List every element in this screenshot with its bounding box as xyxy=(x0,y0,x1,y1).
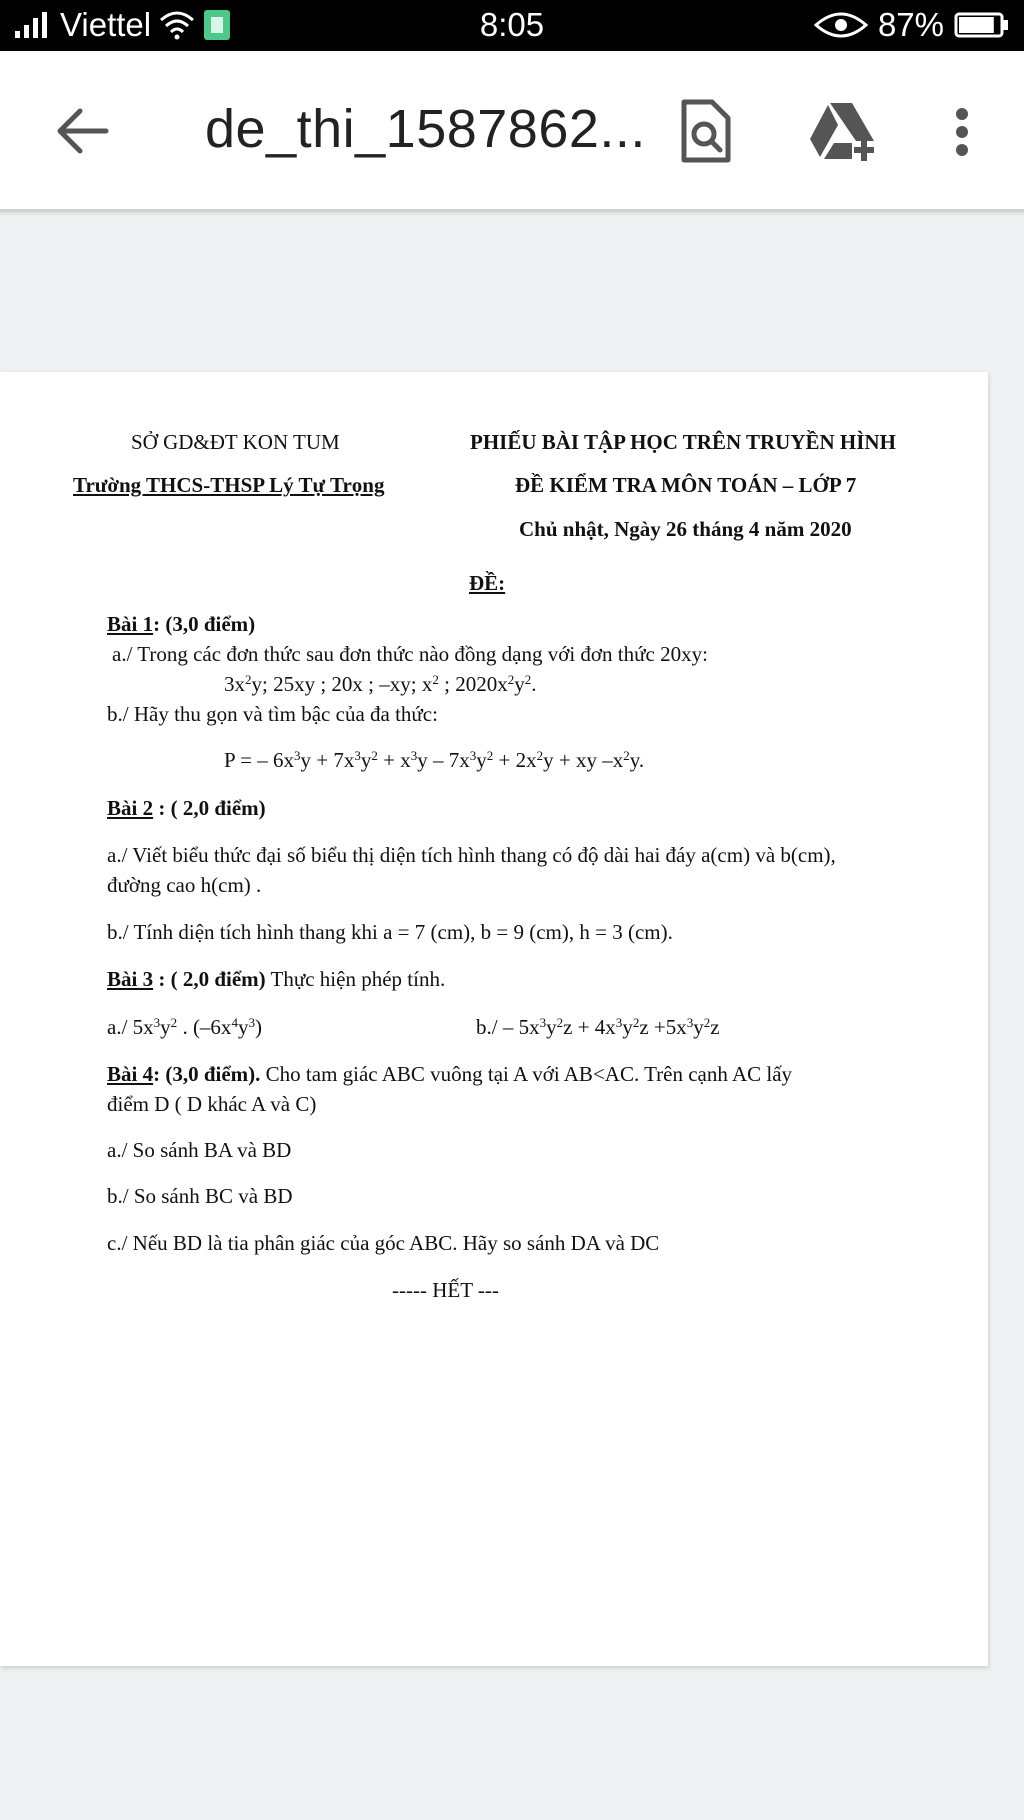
bai1-monomials: $3x^2y$; 25xy ; 20x ; –xy; $x^2$ ; $2020x^2y^2$. xyxy=(224,671,537,696)
bai1-question-b: b./ Hãy thu gọn và tìm bậc của đa thức: xyxy=(107,702,438,726)
carrier-name: Viettel xyxy=(60,6,152,43)
battery-percent: 87% xyxy=(877,6,944,43)
header-date: Chủ nhật, Ngày 26 tháng 4 năm 2020 xyxy=(519,517,852,541)
bai2-question-a-line1: a./ Viết biểu thức đại số biểu thị diện tích hình thang có độ dài hai đáy a(cm) và b(cm), xyxy=(107,843,836,867)
header-worksheet-title: PHIẾU BÀI TẬP HỌC TRÊN TRUYỀN HÌNH xyxy=(470,430,896,454)
bai3-heading: Bài 3 : ( 2,0 điểm) Thực hiện phép tính. xyxy=(107,967,446,991)
more-vertical-icon[interactable] xyxy=(944,107,980,157)
bai1-heading: Bài 1: (3,0 điểm) xyxy=(107,612,256,636)
battery-icon xyxy=(954,11,1010,39)
bai4-question-a: a./ So sánh BA và BD xyxy=(107,1138,292,1162)
exam-heading: ĐỀ: xyxy=(469,571,506,595)
status-bar xyxy=(0,0,1024,51)
bai2-heading: Bài 2 : ( 2,0 điểm) xyxy=(107,796,266,820)
bai4-question-b: b./ So sánh BC và BD xyxy=(107,1184,293,1208)
document-title: de_thi_1587862... xyxy=(205,99,646,159)
header-school: Trường THCS-THSP Lý Tự Trọng xyxy=(73,473,385,497)
bai4-text-line2: điểm D ( D khác A và C) xyxy=(107,1092,317,1116)
back-arrow-icon[interactable] xyxy=(52,101,112,161)
bai2-question-a-line2: đường cao h(cm) . xyxy=(107,873,262,897)
search-document-icon[interactable] xyxy=(678,98,732,164)
bai4-question-c: c./ Nếu BD là tia phân giác của góc ABC. Hãy so sánh DA và DC xyxy=(107,1231,660,1255)
bai1-polynomial: P = – $6x^3y + 7x^3y^2 + x^3y - 7x^3y^2 + 2x^2y$ + xy $-x^2y$. xyxy=(224,747,645,772)
bai1-question-a: a./ Trong các đơn thức sau đơn thức nào đồng dạng với đơn thức 20xy: xyxy=(112,642,708,666)
bai3-question-b: $b./ - 5x^3y^2z + 4x^3y^2z +5x^3y^2z$ xyxy=(476,1014,720,1039)
header-department: SỞ GD&ĐT KON TUM xyxy=(131,430,340,454)
eye-icon xyxy=(814,11,868,39)
end-marker: ----- HẾT --- xyxy=(392,1278,499,1302)
bai4-heading: Bài 4: (3,0 điểm). Cho tam giác ABC vuông tại A với AB<AC. Trên cạnh AC lấy xyxy=(107,1062,793,1086)
document-page[interactable] xyxy=(0,372,988,1666)
add-to-drive-icon[interactable] xyxy=(808,99,878,163)
app-toolbar xyxy=(0,51,1024,212)
header-exam-title: ĐỀ KIỂM TRA MÔN TOÁN – LỚP 7 xyxy=(515,473,857,497)
bai2-question-b: b./ Tính diện tích hình thang khi a = 7 (cm), b = 9 (cm), h = 3 (cm). xyxy=(107,920,673,944)
clock: 8:05 xyxy=(479,6,545,43)
bai3-question-a: a./ $5x^3y^2$ . $(-6x^4y^3)$ xyxy=(107,1014,262,1039)
